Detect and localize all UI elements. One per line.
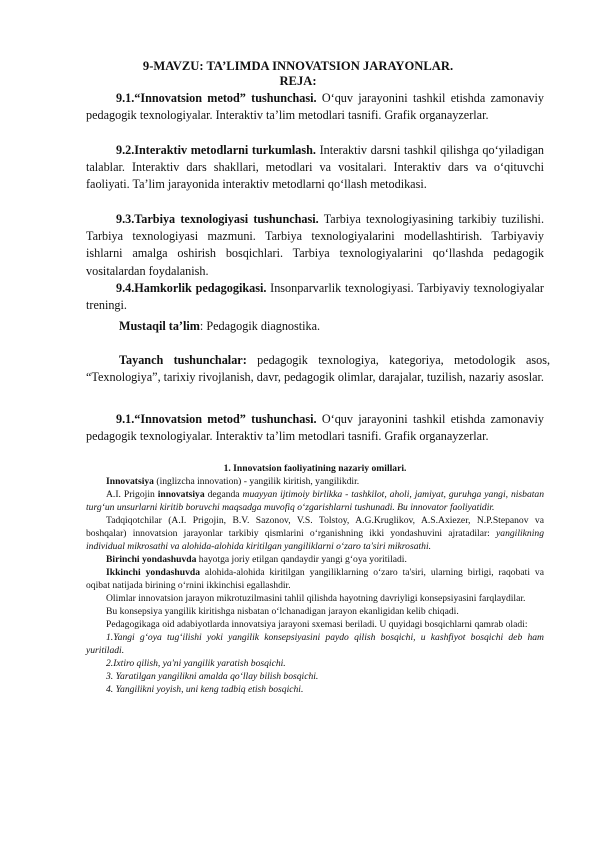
- page-title: 9-MAVZU: TA’LIMDA INNOVATSION JARAYONLAR.: [142, 59, 454, 73]
- step-1-text: 1.Yangi g‘oya tug‘ilishi yoki yangilik konsepsiyasini paydo qilish bosqichi, u kashfiyot bosqichi deb ham yuritiladi.: [86, 632, 544, 656]
- plan-item-1-title: 9.1.“Innovatsion metod” tushunchasi.: [116, 91, 317, 105]
- paragraph-4: [86, 553, 544, 566]
- step-1: [86, 631, 544, 657]
- paragraph-3-italic: yangilikning individual mikrosathi va alohida-alohida kiritilgan yangiliklarni o‘zaro ta'siri mikrosathi.: [86, 528, 544, 552]
- paragraph-1-bold: Innovatsiya: [106, 476, 154, 487]
- section-heading: [86, 411, 544, 445]
- paragraph-8: Pedagogikaga oid adabiyotlarda innovatsiya jarayoni sxemasi beriladi. U quyidagi bosqichlarni qamrab oladi:: [106, 619, 528, 630]
- plan-item-2: [86, 142, 544, 194]
- paragraph-3-text: Tadqiqotchilar (A.I. Prigojin, B.V. Sazonov, V.S. Tolstoy, A.G.Kruglikov, A.S.Axiezer, N.P.Stepanov va boshqalar) innovatsion jarayonlar tarkibiy qismlarini o‘rganishning ikki yondashuvini ajratadilar:: [86, 515, 544, 539]
- step-2-text: 2.Ixtiro qilish, ya'ni yangilik yaratish bosqichi.: [106, 658, 286, 669]
- paragraph-2-text-b: deganda: [204, 489, 243, 500]
- paragraph-4-text: hayotga joriy etilgan qandaydir yangi g‘oya yoritiladi.: [196, 554, 407, 565]
- step-3-text: 3. Yaratilgan yangilikni amalda qo‘llay bilish bosqichi.: [106, 671, 319, 682]
- paragraph-3: [86, 514, 544, 553]
- paragraph-2: [86, 488, 544, 514]
- independent-study-text: : Pedagogik diagnostika.: [199, 319, 321, 333]
- key-concepts: [86, 352, 550, 386]
- plan-item-3-text: Tarbiya texnologiyasining tarkibiy tuzilishi. Tarbiya texnologiyasi mazmuni. Tarbiya texnologiyalarini modellashtirish. Tarbiyaviy ishlarni amalga oshirish bosqichlari. Tarbiya texnologiyalarini qo‘llashda pedagogik vositalardan foydalanish.: [86, 212, 544, 278]
- step-3: [86, 670, 544, 683]
- paragraph-2-text-a: A.I. Prigojin: [106, 489, 158, 500]
- key-concepts-text: pedagogik texnologiya, kategoriya, metodologik asos, “Texnologiya”, tarixiy rivojlanish, davr, pedagogik olimlar, darajalar, tuzilish, nazariy asoslar.: [86, 353, 551, 385]
- plan-heading: REJA:: [279, 74, 317, 88]
- step-4-text: 4. Yangilikni yoyish, uni keng tadbiq etish bosqichi.: [106, 684, 304, 695]
- paragraph-1-text: (inglizcha innovation) - yangilik kiritish, yangilikdir.: [153, 476, 360, 487]
- paragraph-4-bold: Birinchi yondashuvda: [106, 554, 197, 565]
- paragraph-2-bold: innovatsiya: [157, 489, 205, 500]
- paragraph-5-text: alohida-alohida kiritilgan yangiliklarning o‘zaro ta'siri, ularning birligi, raqobati va oqibat natijada birining o‘rnini ikkinchisi egallashdir.: [86, 567, 544, 591]
- plan-item-2-title: 9.2.Interaktiv metodlarni turkumlash.: [116, 143, 316, 157]
- plan-item-1-text: O‘quv jarayonini tashkil etishda zamonaviy pedagogik texnologiyalar. Interaktiv ta’lim metodlari tasnifi. Grafik organayzerlar.: [86, 91, 544, 123]
- subheading: 1. Innovatsion faoliyatining nazariy omillari.: [223, 463, 407, 474]
- section-text: O‘quv jarayonini tashkil etishda zamonaviy pedagogik texnologiyalar. Interaktiv ta’lim metodlari tasnifi. Grafik organayzerlar.: [86, 412, 544, 444]
- plan-item-1: [86, 90, 544, 124]
- section-title: 9.1.“Innovatsion metod” tushunchasi.: [116, 412, 317, 426]
- step-4: [86, 683, 544, 696]
- plan-item-3-title: 9.3.Tarbiya texnologiyasi tushunchasi.: [116, 212, 319, 226]
- plan-item-4: [86, 280, 544, 314]
- plan-item-3: [86, 211, 544, 280]
- step-2: [86, 657, 544, 670]
- independent-study-label: Mustaqil ta’lim: [119, 319, 200, 333]
- body-text: [86, 462, 544, 696]
- paragraph-2-italic: muayyan ijtimoiy birlikka - tashkilot, aholi, jamiyat, guruhga yangi, nisbatan turg‘un unsurlarni kiritib boruvchi maqsadga muvofiq o‘zgarishlarni tushunadi. Bu innovator faoliyatidir.: [86, 489, 545, 513]
- plan-item-2-text: Interaktiv darsni tashkil qilishga qo‘yiladigan talablar. Interaktiv dars shakllari, metodlari va vositalari. Interaktiv dars va o‘qituvchi faoliyati. Ta’lim jarayonida interaktiv metodlarni qo‘llash metodikasi.: [86, 143, 544, 192]
- plan-item-4-text: Insonparvarlik texnologiyasi. Tarbiyaviy texnologiyalar treningi.: [86, 281, 544, 313]
- paragraph-5: [86, 566, 544, 592]
- independent-study: [119, 318, 549, 335]
- paragraph-1: [86, 475, 544, 488]
- plan-item-4-title: 9.4.Hamkorlik pedagogikasi.: [116, 281, 267, 295]
- paragraph-5-bold: Ikkinchi yondashuvda: [106, 567, 200, 578]
- paragraph-6: Olimlar innovatsion jarayon mikrotuzilmasini tahlil qilishda hayotning davriyligi konsepsiyasini farqlaydilar.: [106, 593, 526, 604]
- key-concepts-label: Tayanch tushunchalar:: [119, 353, 247, 367]
- paragraph-7: Bu konsepsiya yangilik kiritishga nisbatan o‘lchanadigan jarayon ekanligidan kelib chiqadi.: [106, 606, 459, 617]
